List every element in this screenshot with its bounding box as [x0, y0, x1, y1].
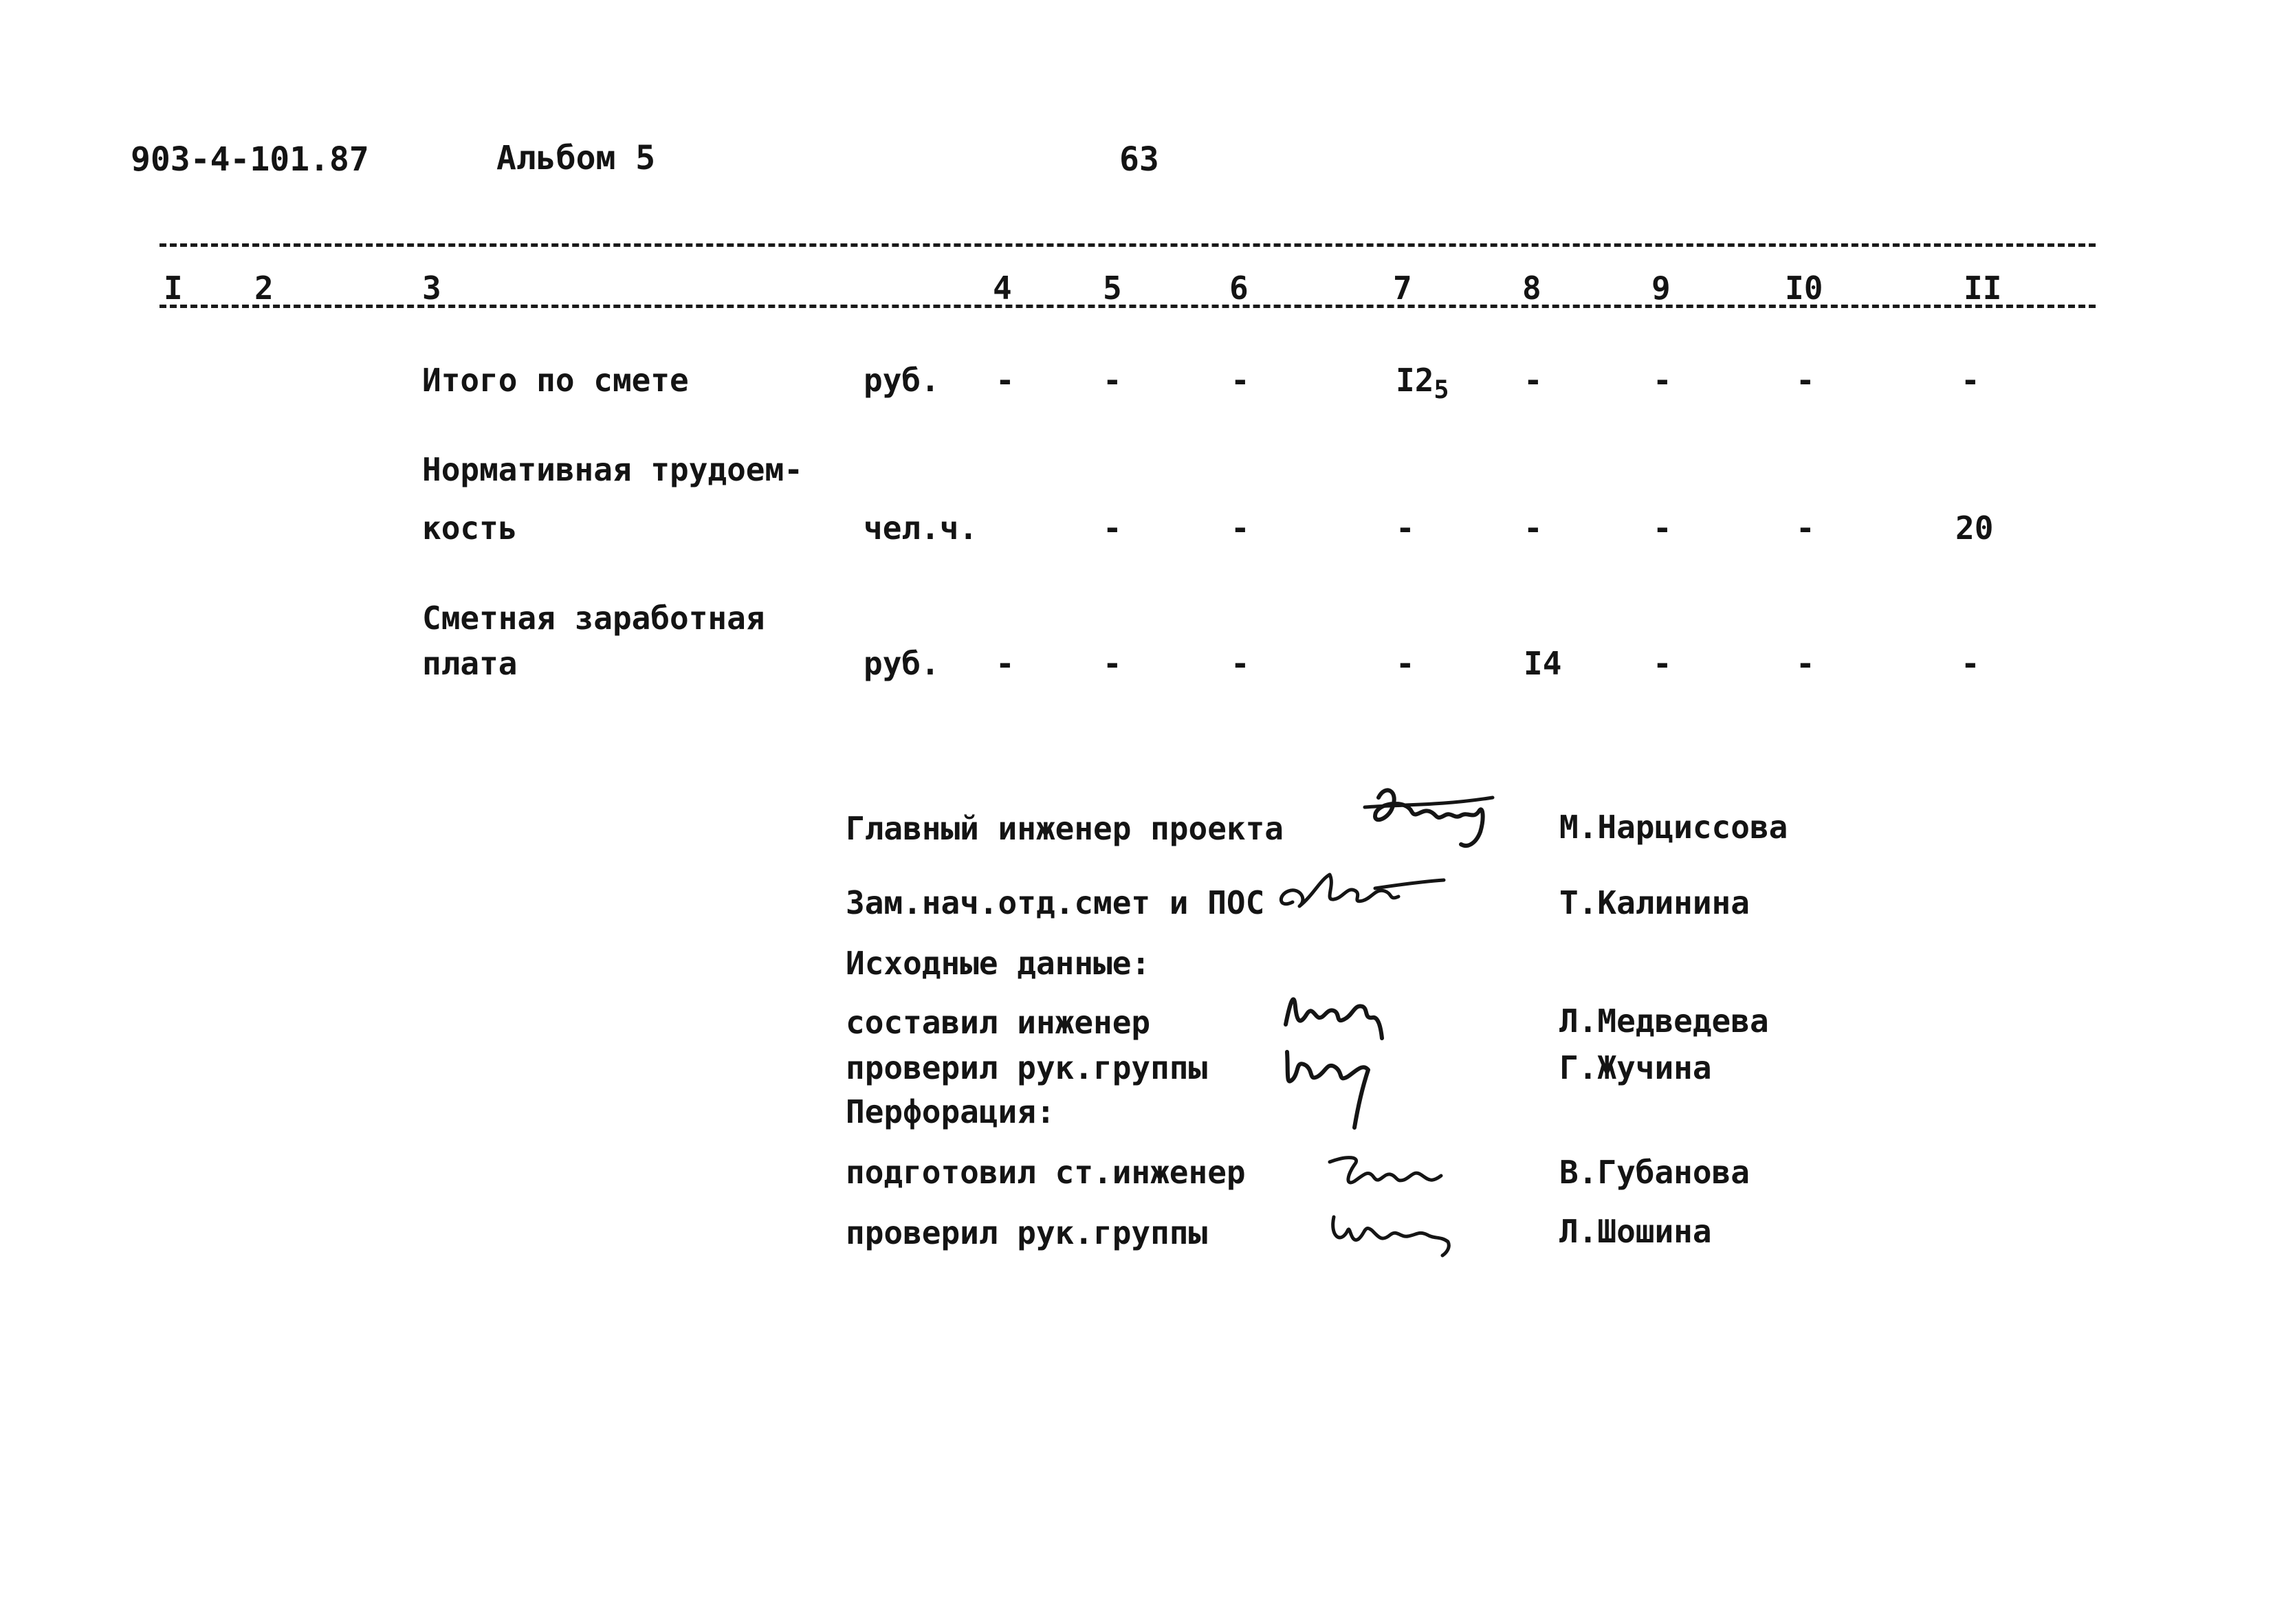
column-number: 2	[254, 270, 274, 307]
cell-col8: -	[1524, 509, 1543, 547]
row-label: Сметная заработная	[422, 600, 765, 637]
cell-col4: -	[996, 362, 1015, 399]
signature-role: подготовил ст.инженер	[846, 1154, 1246, 1191]
signatory-name: Т.Калинина	[1559, 884, 1750, 921]
top-dashed-rule	[160, 243, 2096, 247]
cell-col11: 20	[1955, 509, 1994, 547]
cell-col8: I4	[1524, 645, 1562, 682]
column-number: I	[164, 270, 183, 307]
row-label: плата	[422, 645, 518, 682]
cell-col7	[1396, 362, 1449, 405]
column-number: 5	[1103, 270, 1122, 307]
signatory-name: Г.Жучина	[1559, 1049, 1712, 1086]
column-number: 9	[1651, 270, 1671, 307]
cell-col8: -	[1524, 362, 1543, 399]
document-code: 903-4-101.87	[131, 140, 369, 179]
cell-col4: -	[996, 645, 1015, 682]
signature-role: Главный инженер проекта	[846, 810, 1284, 847]
cell-col6: -	[1231, 509, 1250, 547]
cell-col9: -	[1653, 362, 1672, 399]
cell-col7: -	[1396, 509, 1415, 547]
row-unit: руб.	[864, 645, 940, 682]
cell-col11: -	[1961, 645, 1980, 682]
section-heading: Перфорация:	[846, 1093, 1055, 1130]
column-number: 3	[422, 270, 441, 307]
row-label: кость	[422, 509, 518, 547]
handwritten-signature	[1320, 1203, 1464, 1258]
cell-col10: -	[1796, 645, 1815, 682]
album-label: Альбом 5	[496, 139, 656, 177]
cell-col7-value: I2	[1396, 362, 1434, 399]
cell-col11: -	[1961, 362, 1980, 399]
column-number: 7	[1393, 270, 1412, 307]
row-label: Итого по смете	[422, 362, 689, 399]
cell-col5: -	[1103, 362, 1122, 399]
cell-col6: -	[1231, 645, 1250, 682]
signature-role: проверил рук.группы	[846, 1049, 1208, 1086]
column-number: 8	[1522, 270, 1541, 307]
signatory-name: Л.Медведева	[1559, 1002, 1769, 1040]
column-number: II	[1964, 270, 2002, 307]
column-number: 4	[993, 270, 1012, 307]
column-number: 6	[1229, 270, 1249, 307]
section-heading: Исходные данные:	[846, 945, 1151, 982]
signature-role: Зам.нач.отд.смет и ПОС	[846, 884, 1265, 921]
row-label: Нормативная трудоем-	[422, 451, 803, 488]
signature-role: составил инженер	[846, 1004, 1151, 1041]
handwritten-signature	[1272, 1031, 1409, 1141]
cell-col7: -	[1396, 645, 1415, 682]
signatory-name: Л.Шошина	[1559, 1213, 1712, 1250]
signatory-name: В.Губанова	[1559, 1154, 1750, 1191]
page-number: 63	[1119, 140, 1159, 179]
cell-col7-subscript: 5	[1434, 375, 1449, 405]
cell-col9: -	[1653, 509, 1672, 547]
row-unit: руб.	[864, 362, 940, 399]
cell-col10: -	[1796, 509, 1815, 547]
cell-col5: -	[1103, 509, 1122, 547]
handwritten-signature	[1320, 1141, 1458, 1203]
cell-col10: -	[1796, 362, 1815, 399]
signatory-name: М.Нарциссова	[1559, 809, 1788, 846]
handwritten-signature	[1272, 861, 1451, 923]
cell-col9: -	[1653, 645, 1672, 682]
row-unit: чел.ч.	[864, 509, 978, 547]
column-number: I0	[1785, 270, 1823, 307]
cell-col5: -	[1103, 645, 1122, 682]
handwritten-signature	[1358, 777, 1495, 853]
signature-role: проверил рук.группы	[846, 1214, 1208, 1251]
cell-col6: -	[1231, 362, 1250, 399]
